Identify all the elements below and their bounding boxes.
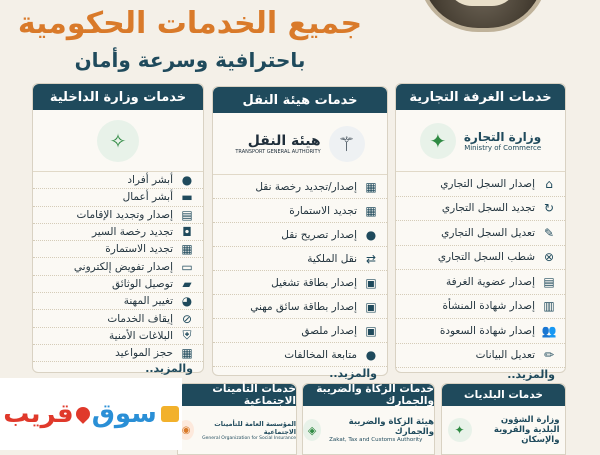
commerce-service-label: إصدار شهادة المنشأة	[442, 300, 535, 313]
interior-more-link[interactable]: والمزيد..	[145, 362, 193, 376]
briefcase-icon: ▬	[181, 190, 193, 205]
interior-service-label: إيقاف الخدمات	[107, 312, 173, 325]
transfer-icon: ⇄	[365, 251, 377, 266]
id-card-icon: ▤	[543, 274, 555, 289]
transport-service-label: متابعة المخالفات	[284, 348, 357, 361]
interior-service-item[interactable]	[33, 241, 203, 258]
pencil-icon: ✏	[543, 348, 555, 363]
gosi-emblem-icon: ◉	[178, 420, 194, 440]
truck-icon: ▰	[182, 276, 192, 291]
souq-qareeb-logo: سوق قريب	[0, 378, 182, 450]
transport-service-item[interactable]	[213, 199, 387, 223]
laptop-icon: ▭	[181, 259, 193, 274]
user-block-icon: ⊘	[181, 311, 193, 326]
social-insurance-card	[177, 383, 297, 455]
interior-service-item[interactable]	[33, 224, 203, 241]
user-icon: ●	[365, 227, 377, 242]
interior-service-item[interactable]	[33, 207, 203, 224]
social-insurance-logo: المؤسسة العامة للتأمينات الاجتماعية General Organization for Social Insurance ◉	[178, 406, 296, 454]
interior-service-item[interactable]	[33, 293, 203, 310]
transport-services-card	[212, 86, 388, 380]
transport-services-title: خدمات هيئة النقل	[213, 87, 387, 113]
tga-emblem-icon: ⚚	[329, 126, 365, 162]
interior-service-item[interactable]	[33, 189, 203, 206]
commerce-service-label: شطب السجل التجاري	[437, 251, 535, 264]
municipal-ministry-logo: وزارة الشؤون البلدية والقروية والإسكان ✦	[442, 406, 565, 454]
location-pin-icon	[73, 404, 93, 424]
interior-emblem-icon: ✧	[97, 120, 139, 162]
person-icon: ●	[181, 173, 193, 188]
transport-service-item[interactable]	[213, 247, 387, 271]
transport-service-label: إصدار/تجديد رخصة نقل	[255, 180, 357, 193]
calendar-icon: ▦	[181, 346, 193, 361]
interior-service-item[interactable]	[33, 328, 203, 345]
commerce-service-label: إصدار شهادة السعودة	[439, 324, 535, 337]
shield-icon: ⛨	[182, 328, 192, 343]
transport-service-label: تجديد الاستمارة	[289, 204, 357, 217]
transport-service-label: إصدار تصريح نقل	[281, 228, 357, 241]
transport-authority-logo: ⚚ هيئة النقل TRANSPORT GENERAL AUTHORITY	[213, 113, 387, 175]
commerce-service-label: تعديل السجل التجاري	[441, 226, 535, 239]
badge-icon: ▣	[365, 275, 377, 290]
transport-service-label: نقل الملكية	[307, 252, 357, 265]
commerce-service-item[interactable]	[396, 197, 565, 222]
interior-service-item[interactable]	[33, 172, 203, 189]
page-subtitle: باحترافية وسرعة وأمان	[74, 48, 306, 72]
document-icon: ▦	[181, 242, 193, 257]
refresh-icon: ↻	[543, 201, 555, 216]
commerce-service-item[interactable]	[396, 295, 565, 320]
zakat-services-title: خدمات الزكاة والضريبة والجمارك	[303, 384, 434, 406]
interior-services-title: خدمات وزارة الداخلية	[33, 84, 203, 110]
commerce-service-item[interactable]	[396, 221, 565, 246]
transport-service-item[interactable]	[213, 319, 387, 343]
interior-ministry-logo	[33, 110, 203, 172]
interior-service-label: تجديد الاستمارة	[105, 243, 173, 256]
commerce-service-label: تجديد السجل التجاري	[441, 202, 535, 215]
commerce-services-list	[396, 172, 565, 368]
interior-service-item[interactable]	[33, 310, 203, 327]
municipal-services-title: خدمات البلديات	[442, 384, 565, 406]
zakat-authority-logo: هيئة الزكاة والضريبة والجمارك Zakat, Tax and Customs Authority ◈	[303, 406, 434, 454]
transport-service-label: إصدار بطاقة سائق مهني	[250, 300, 357, 313]
worker-icon: ◕	[181, 294, 193, 309]
shopping-bag-icon	[161, 406, 179, 422]
commerce-services-title: خدمات الغرفة التجارية	[396, 84, 565, 110]
commerce-service-item[interactable]	[396, 270, 565, 295]
interior-service-label: إصدار تفويض إلكتروني	[73, 260, 173, 273]
municipal-services-card	[441, 383, 566, 455]
commerce-service-item[interactable]	[396, 246, 565, 271]
interior-service-item[interactable]	[33, 345, 203, 362]
zakat-services-card	[302, 383, 435, 455]
transport-service-item[interactable]	[213, 295, 387, 319]
id-card-icon: ▤	[181, 207, 193, 222]
interior-service-label: أبشر أفراد	[127, 174, 173, 187]
interior-service-item[interactable]	[33, 276, 203, 293]
transport-service-item[interactable]	[213, 175, 387, 199]
document-icon: ▦	[365, 203, 377, 218]
edit-icon: ✎	[543, 225, 555, 240]
transport-more-link[interactable]: والمزيد..	[329, 367, 377, 380]
transport-services-list	[213, 175, 387, 367]
interior-service-label: إصدار وتجديد الإقامات	[76, 208, 173, 221]
interior-services-list	[33, 172, 203, 362]
ministry-commerce-logo: وزارة التجارة Ministry of Commerce ✦	[396, 110, 565, 172]
close-circle-icon: ⊗	[543, 250, 555, 265]
commerce-service-item[interactable]	[396, 319, 565, 344]
commerce-services-card	[395, 83, 566, 381]
transport-service-item[interactable]	[213, 271, 387, 295]
badge-icon: ▣	[365, 299, 377, 314]
user-icon: ●	[365, 347, 377, 362]
store-icon: ⌂	[545, 176, 553, 191]
commerce-service-label: إصدار السجل التجاري	[440, 177, 535, 190]
transport-service-label: إصدار بطاقة تشغيل	[271, 276, 357, 289]
transport-service-item[interactable]	[213, 343, 387, 367]
users-icon: 👥	[541, 323, 557, 338]
interior-service-label: حجز المواعيد	[115, 347, 173, 360]
commerce-more-link[interactable]: والمزيد..	[507, 368, 555, 381]
commerce-service-label: إصدار عضوية الغرفة	[446, 275, 535, 288]
interior-services-card	[32, 83, 204, 376]
interior-service-item[interactable]	[33, 258, 203, 275]
interior-service-label: تغيير المهنة	[123, 295, 173, 308]
interior-service-label: أبشر أعمال	[122, 191, 173, 204]
palm-emblem-icon: ✦	[420, 123, 456, 159]
certificate-icon: ▥	[543, 299, 555, 314]
decorative-seal	[418, 0, 548, 32]
social-insurance-title: خدمات التأمينات الاجتماعية	[178, 384, 296, 406]
commerce-service-item[interactable]	[396, 344, 565, 369]
zakat-emblem-icon: ◈	[303, 419, 321, 441]
transport-service-item[interactable]	[213, 223, 387, 247]
page-title: جميع الخدمات الحكومية	[17, 6, 363, 41]
interior-service-label: توصيل الوثائق	[111, 277, 173, 290]
commerce-service-item[interactable]	[396, 172, 565, 197]
car-icon: ◘	[182, 225, 192, 240]
transport-service-label: إصدار ملصق	[301, 324, 357, 337]
municipal-emblem-icon: ✦	[448, 418, 472, 442]
commerce-service-label: تعديل البيانات	[475, 349, 535, 362]
interior-service-label: البلاغات الأمنية	[109, 329, 173, 342]
badge-icon: ▣	[365, 323, 377, 338]
document-icon: ▦	[365, 179, 377, 194]
interior-service-label: تجديد رخصة السير	[91, 226, 173, 239]
